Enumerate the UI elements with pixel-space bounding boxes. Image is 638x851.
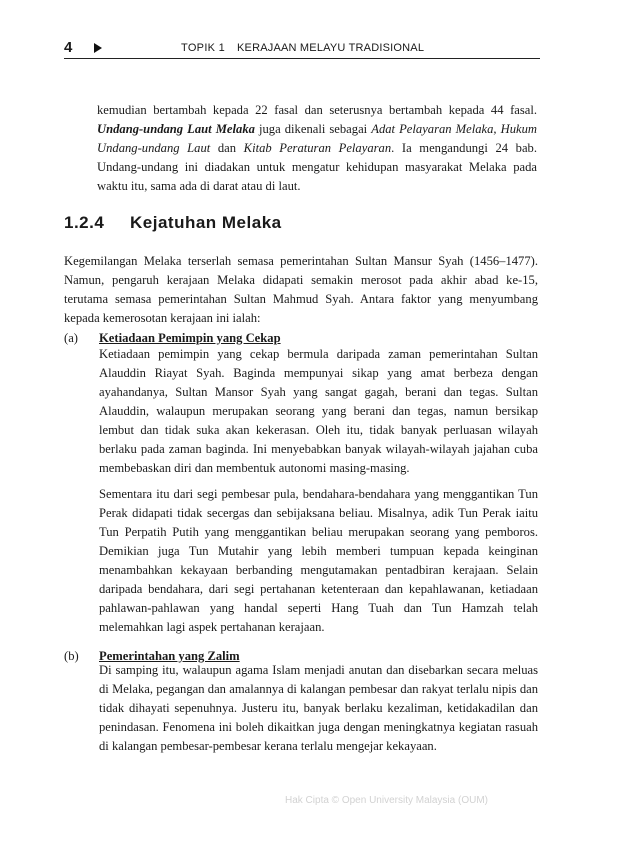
- intro-text-7: . Ia mengandungi 24 bab. Undang-undang ini diadakan untuk mengatur kehidupan masyarakat Melaka pada waktu itu, sama ada di darat atau di laut.: [97, 141, 537, 193]
- item-b-paragraph-1: Di samping itu, walaupun agama Islam menjadi anutan dan disebarkan secara meluas di Melaka, pegangan dan amalannya di kalangan pembesar dan rakyat terlalu nipis dan tidak dihayati sepenuhnya. Justeru itu, banyak berlaku kezaliman, ketidakadilan dan penindasan. Fenomena ini boleh dikaitkan juga dengan meningkatnya kegiatan rasuah di kalangan pembesar-pembesar kerana terlalu mengejar kekayaan.: [99, 663, 538, 753]
- intro-text-3: juga dikenali sebagai: [254, 122, 372, 136]
- header-title: KERAJAAN MELAYU TRADISIONAL: [237, 42, 425, 54]
- item-a-paragraph-2: Sementara itu dari segi pembesar pula, bendahara-bendahara yang menggantikan Tun Perak didapati tidak secergas dan sebijaksana beliau. Misalnya, adik Tun Perak iaitu Tun Perpatih Putih yang menggantikan beliau merupakan seorang yang pemboros. Demikian juga Tun Mutahir yang lebih memberi tumpuan kepada keinginan menambahkan kekayaan berbanding mengutamakan pentadbiran kerajaan. Selain daripada bendahara, dari segi pertahanan ketenteraan dan kepahlawanan, ketiadaan pahlawan-pahlawan yang handal seperti Hang Tuah dan Tun Hamzah telah melemahkan lagi aspek pertahanan kerajaan.: [99, 487, 538, 634]
- intro-text-1: kemudian bertambah kepada 22 fasal dan seterusnya bertambah kepada 44 fasal.: [97, 103, 537, 117]
- body-intro-paragraph: Kegemilangan Melaka terserlah semasa pemerintahan Sultan Mansur Syah (1456–1477). Namun, pengaruh kerajaan Melaka didapati semakin merosot pada akhir abad ke-15, terutama semasa pemerintahan Sultan Mahmud Syah. Antara faktor yang menyumbang kepada kemerosotan kerajaan ini ialah:: [64, 254, 538, 325]
- copyright-footer: Hak Cipta © Open University Malaysia (OUM): [285, 795, 488, 806]
- section-number: 1.2.4: [64, 213, 105, 232]
- item-a-paragraph-1: Ketiadaan pemimpin yang cekap bermula daripada zaman pemerintahan Sultan Alauddin Riayat Syah. Baginda mempunyai sikap yang amat berbeza dengan ayahandanya, Sultan Mansor Syah yang sangat gagah, berani dan tegas. Sultan Alauddin, walaupun merupakan seorang yang berani dan tegas, namun bersikap lembut dan tidak suka akan kekerasan. Oleh itu, tidak banyak perluasan wilayah berlaku pada zaman baginda. Ini menyebabkan banyak wilayah-wilayah jajahan cuba membebaskan diri dan membentuk autonomi masing-masing.: [99, 347, 538, 475]
- item-a-label: (a): [64, 331, 78, 345]
- section-heading: [64, 213, 282, 233]
- intro-text-5: dan: [210, 141, 244, 155]
- section-title: Kejatuhan Melaka: [130, 213, 282, 232]
- item-b-label: (b): [64, 649, 79, 663]
- page-number: 4: [64, 39, 73, 56]
- page-header: [64, 38, 540, 59]
- intro-emphasis-law: Undang-undang Laut Melaka: [97, 122, 255, 136]
- header-topic: TOPIK 1: [181, 42, 226, 54]
- item-b-heading: Pemerintahan yang Zalim: [99, 649, 240, 663]
- intro-paragraph: [97, 101, 537, 196]
- arrow-right-icon: [94, 43, 102, 53]
- intro-italic-kitab: Kitab Peraturan Pelayaran: [243, 141, 392, 155]
- item-a-heading: Ketiadaan Pemimpin yang Cekap: [99, 331, 281, 345]
- intro-italic-names: Adat Pelayaran Melaka, Hukum Undang-undang Laut: [97, 122, 538, 155]
